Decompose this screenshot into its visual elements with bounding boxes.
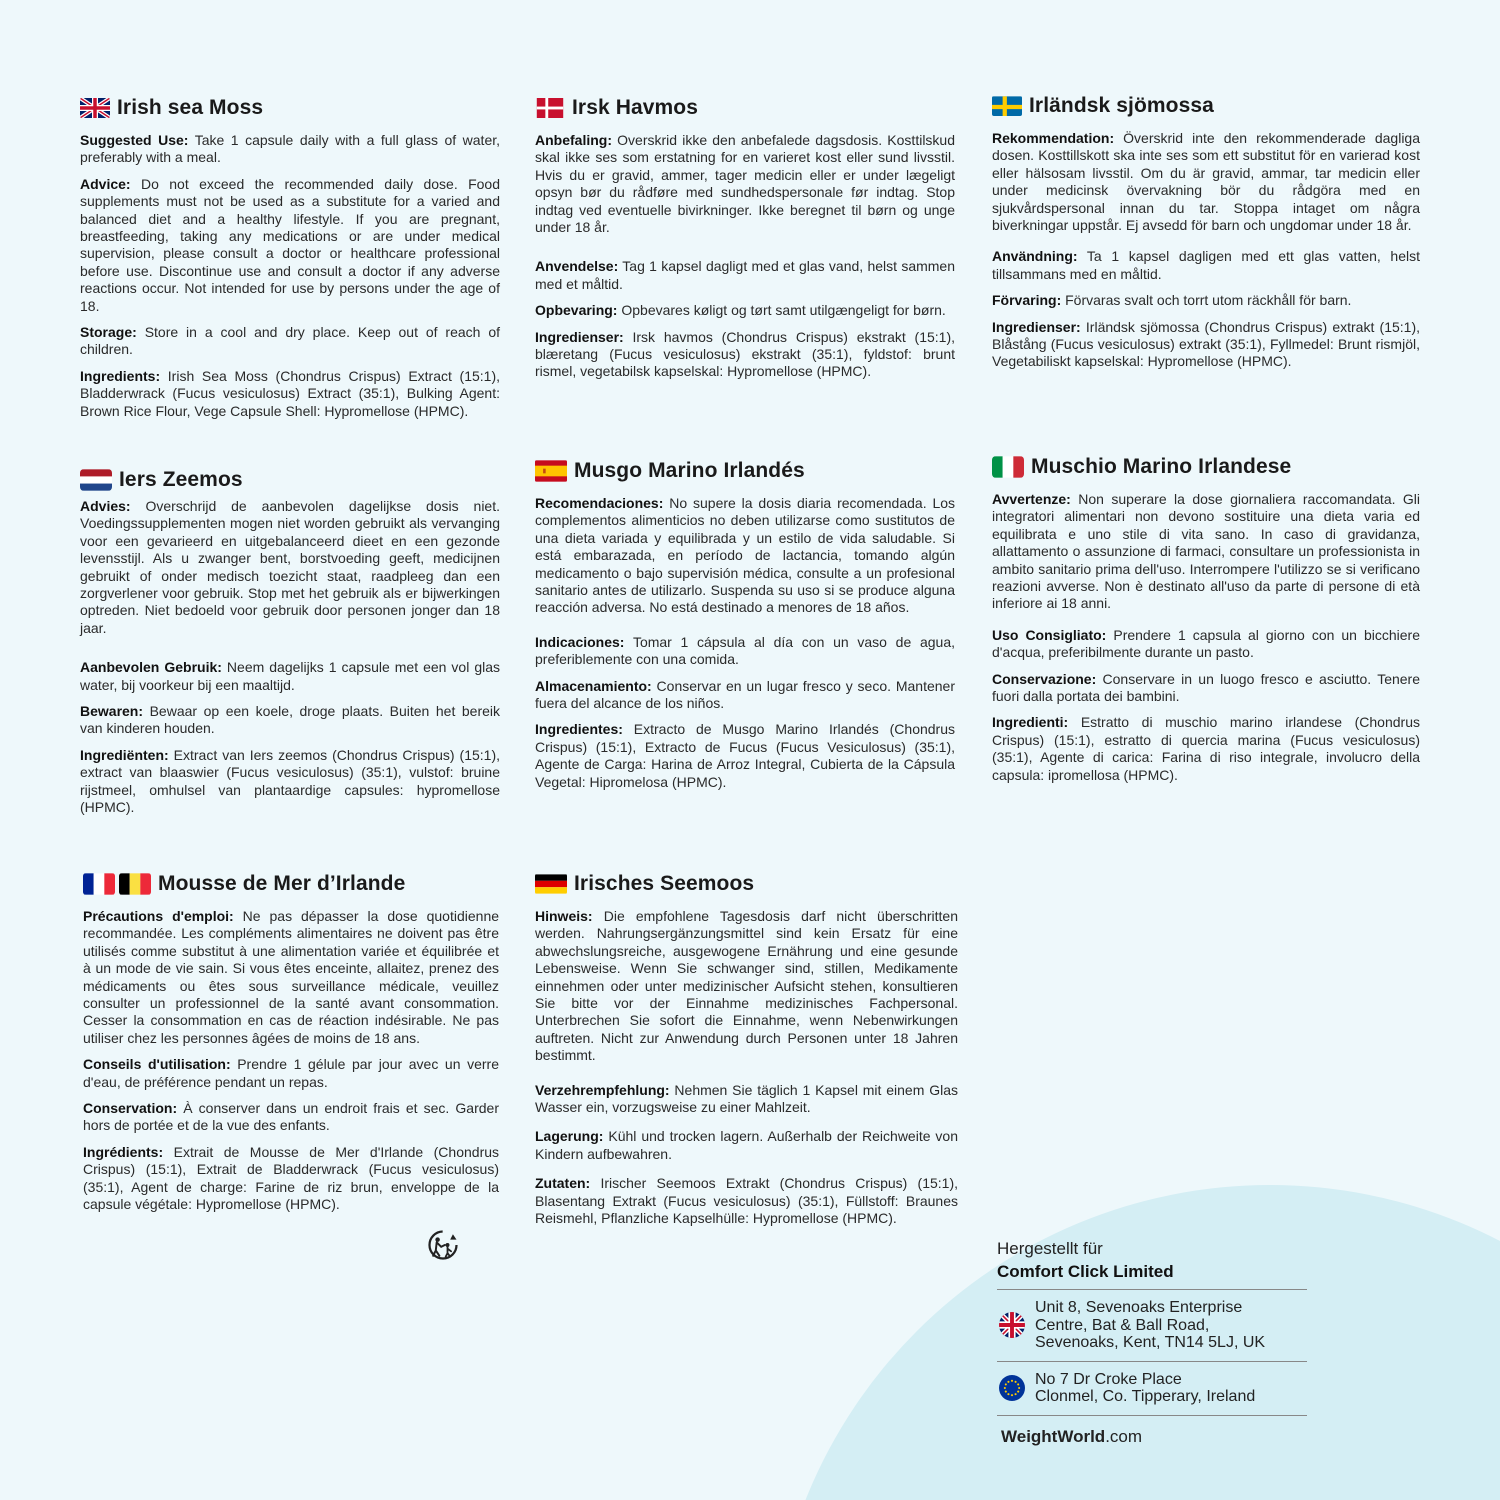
- ingredients-paragraph: Ingredientes: Extracto de Musgo Marino Irlandés (Chondrus Crispus) (15:1), Extracto de Fucus (Fucus Vesiculosus) (35:1), Agente de Carga: Harina de Arroz Integral, Cubierta de la Cápsula Vegetal: Hipromelosa (HPMC).: [535, 721, 956, 790]
- made-for-label: Hergestellt für: [997, 1239, 1103, 1258]
- ingredients-paragraph: Ingredienser: Irländsk sjömossa (Chondrus Crispus) extrakt (15:1), Blåstång (Fucus vesiculosus) extrakt (35:1), Fyllmedel: Brunt rismjöl, Vegetabiliskt kapselskal: Hypromellose (HPMC).: [992, 318, 1421, 370]
- advice-paragraph: Anbefaling: Overskrid ikke den anbefalede dagsdosis. Kosttilskud skal ikke ses som erstatning for en varieret kost eller sund livsstil. Hvis du er gravid, ammer, tager medicin eller er under lægeligt opsyn bør du rådføre med sundhedspersonale før indtag. Stop indtag ved eventuelle bivirkninger. Ikke beregnet til børn og unge under 18 år.: [535, 132, 955, 236]
- netherlands-flag-icon: [80, 469, 112, 491]
- section-english: [80, 96, 500, 429]
- ingredients-paragraph: Ingrediënten: Extract van Iers zeemos (Chondrus Crispus) (15:1), extract van blaaswier (Fucus vesiculosus) (35:1), vulstof: bruine rijstmeel, omhulsel van plantaardige capsules: hypromellose (HPMC).: [80, 746, 500, 816]
- company-name: Comfort Click Limited: [997, 1262, 1174, 1281]
- uk-flag-icon: [80, 98, 110, 118]
- ingredients-paragraph: Ingredienser: Irsk havmos (Chondrus Crispus) ekstrakt (15:1), blæretang (Fucus vesiculosus) ekstrakt (35:1), fyldstof: brunt rismel, vegetabilsk kapselskal: Hypromellose (HPMC).: [535, 328, 955, 380]
- section-dutch: [80, 468, 500, 826]
- use-paragraph: Användning: Ta 1 kapsel dagligen med ett glas vatten, helst tillsammans med en måltid.: [992, 248, 1420, 282]
- divider: [997, 1415, 1307, 1416]
- advice-paragraph: Recomendaciones: No supere la dosis diaria recomendada. Los complementos alimenticios no deben utilizarse como sustitutos de una dieta variada y equilibrada y un estilo de vida saludable. Si está embarazada, en período de lactancia, tomando algún medicamento o bajo supervisión médica, consulte a un profesional sanitario antes de utilizarlo. Suspenda su uso si se produce alguna reacción adversa. No está destinado a menores de 18 años.: [535, 495, 956, 616]
- advice-paragraph: Advice: Do not exceed the recommended daily dose. Food supplements must not be used as a substitute for a varied and balanced diet and a healthy lifestyle. If you are pregnant, breastfeeding, taking any medications or are under medical supervision, please consult a doctor or healthcare professional before use. Discontinue use and consult a doctor if any adverse reactions occur. Not intended for use by persons under the age of 18.: [80, 175, 501, 314]
- use-paragraph: Verzehrempfehlung: Nehmen Sie täglich 1 Kapsel mit einem Glas Wasser ein, vorzugsweise zu einer Mahlzeit.: [535, 1081, 958, 1116]
- section-german: [535, 872, 958, 1237]
- use-paragraph: Uso Consigliato: Prendere 1 capsula al giorno con un bicchiere d'acqua, preferibilmente durante un pasto.: [992, 626, 1420, 661]
- section-french: [83, 872, 499, 1223]
- section-title: Iers Zeemos: [80, 468, 500, 492]
- use-paragraph: Indicaciones: Tomar 1 cápsula al día con un vaso de agua, preferiblemente con una comida.: [535, 633, 955, 668]
- storage-paragraph: Lagerung: Kühl und trocken lagern. Außerhalb der Reichweite von Kindern aufbewahren.: [535, 1128, 958, 1162]
- section-danish: [535, 96, 955, 390]
- brand-website: WeightWorld.com: [1001, 1426, 1143, 1446]
- spain-flag-icon: [535, 460, 567, 482]
- france-flag-icon: [83, 873, 115, 895]
- section-italian: [992, 455, 1420, 793]
- advice-paragraph: Rekommendation: Överskrid inte den rekommenderade dagliga dosen. Kosttillskott ska inte ses som ett substitut för en varierad kost eller hälsosam livsstil. Om du är gravid, ammar, tar medicin eller under medicinsk övervakning bör du rådgöra med en sjukvårdspersonal innan du tar. Stoppa intaget om några biverkningar uppstår. Ej avsedd för barn och ungdomar under 18 år.: [992, 130, 1421, 234]
- storage-paragraph: Storage: Store in a cool and dry place. Keep out of reach of children.: [80, 324, 500, 358]
- use-paragraph: Conseils d'utilisation: Prendre 1 gélule par jour avec un verre d'eau, de préférence pendant un repas.: [83, 1056, 499, 1090]
- section-spanish: [535, 459, 955, 800]
- section-title: Musgo Marino Irlandés: [535, 459, 955, 483]
- belgium-flag-icon: [119, 873, 151, 895]
- eu-flag-icon: [999, 1375, 1025, 1401]
- ingredients-paragraph: Ingredients: Irish Sea Moss (Chondrus Crispus) Extract (15:1), Bladderwrack (Fucus vesiculosus) Extract (35:1), Bulking Agent: Brown Rice Flour, Vege Capsule Shell: Hypromellose (HPMC).: [80, 367, 501, 419]
- triman-recycle-icon: [425, 1227, 461, 1263]
- section-title: Irländsk sjömossa: [992, 94, 1420, 118]
- ingredients-paragraph: Ingredienti: Estratto di muschio marino irlandese (Chondrus Crispus) (15:1), estratto di quercia marina (Fucus vesiculosus) (35:1), Agente di carica: Farina di riso integrale, involucro della capsula: ipromellosa (HPMC).: [992, 714, 1420, 783]
- use-paragraph: Aanbevolen Gebruik: Neem dagelijks 1 capsule met een vol glas water, bij voorkeur bij een maaltijd.: [80, 659, 501, 693]
- germany-flag-icon: [535, 873, 567, 895]
- italy-flag-icon: [992, 456, 1024, 478]
- sweden-flag-icon: [992, 96, 1022, 116]
- storage-paragraph: Conservazione: Conservare in un luogo fresco e asciutto. Tenere fuori dalla portata dei bambini.: [992, 670, 1421, 705]
- storage-paragraph: Opbevaring: Opbevares køligt og tørt samt utilgængeligt for børn.: [535, 302, 946, 319]
- section-title: Muschio Marino Irlandese: [992, 455, 1420, 479]
- advice-paragraph: Hinweis: Die empfohlene Tagesdosis darf nicht überschritten werden. Nahrungsergänzungsmittel sind kein Ersatz für eine abwechslungsreiche, ausgewogene Ernährung und eine gesunde Lebensweise. Wenn Sie schwanger sind, stillen, Medikamente einnehmen oder unter medizinischer Aufsicht stehen, konsultieren Sie bitte vor der Einnahme medizinisches Fachpersonal. Unterbrechen Sie sofort die Einnahme, wenn Nebenwirkungen auftreten. Nicht zur Anwendung durch Personen unter 18 Jahren bestimmt.: [535, 908, 958, 1064]
- section-title: Irish sea Moss: [80, 96, 500, 120]
- storage-paragraph: Förvaring: Förvaras svalt och torrt utom räckhåll för barn.: [992, 292, 1352, 309]
- storage-paragraph: Bewaren: Bewaar op een koele, droge plaats. Buiten het bereik van kinderen houden.: [80, 703, 501, 737]
- ingredients-paragraph: Zutaten: Irischer Seemoos Extrakt (Chondrus Crispus) (15:1), Blasentang Extrakt (Fucus vesiculosus) (35:1), Füllstoff: Braunes Reismehl, Pflanzliche Kapselhülle: Hypromellose (HPMC).: [535, 1175, 959, 1227]
- section-title: Irsk Havmos: [535, 96, 955, 120]
- section-swedish: [992, 94, 1420, 380]
- use-paragraph: Suggested Use: Take 1 capsule daily with a full glass of water, preferably with a meal.: [80, 132, 501, 166]
- ingredients-paragraph: Ingrédients: Extrait de Mousse de Mer d'Irlande (Chondrus Crispus) (15:1), Extrait de Bladderwrack (Fucus vesiculosus) (35:1), Agent de charge: Farine de riz brun, enveloppe de la capsule végétale: Hypromellose (HPMC).: [83, 1143, 500, 1213]
- uk-address: Unit 8, Sevenoaks Enterprise Centre, Bat & Ball Road, Sevenoaks, Kent, TN14 5LJ, UK: [997, 1290, 1309, 1361]
- use-paragraph: Anvendelse: Tag 1 kapsel dagligt med et glas vand, helst sammen med et måltid.: [535, 258, 955, 292]
- uk-flag-icon: [999, 1312, 1025, 1338]
- advice-paragraph: Précautions d'emploi: Ne pas dépasser la dose quotidienne recommandée. Les compléments alimentaires ne doivent pas être utilisés comme substitut à une alimentation variée et équilibrée et à un mode de vie sain. Si vous êtes enceinte, allaitez, prenez des médicaments ou êtes sous surveillance médicale, veuillez consulter un professionnel de la santé avant consommation. Cesser la consommation en cas de réaction indésirable. Ne pas utiliser chez les personnes âgées de moins de 18 ans.: [83, 908, 500, 1046]
- advice-paragraph: Avvertenze: Non superare la dose giornaliera raccomandata. Gli integratori alimentari non devono sostituire una dieta varia ed equilibrata e uno stile di vita sano. In caso di gravidanza, allattamento o assunzione di farmaci, consultare un professionista in ambito sanitario prima dell'uso. Interrompere l'utilizzo se si verificano reazioni avverse. Non è destinato all'uso da parte di persone di età inferiore ai 18 anni.: [992, 491, 1421, 612]
- advice-paragraph: Advies: Overschrijd de aanbevolen dagelijkse dosis niet. Voedingssupplementen mogen niet worden gebruikt als vervanging voor een gevarieerd en uitgebalanceerd dieet en een gezonde levensstijl. Als u zwanger bent, borstvoeding geeft, medicijnen gebruikt of onder medisch toezicht staat, raadpleeg dan een zorgverlener voor gebruik. Stop met het gebruik als er bijwerkingen optreden. Niet bedoeld voor gebruik door personen jonger dan 18 jaar.: [80, 498, 500, 636]
- eu-address: No 7 Dr Croke Place Clonmel, Co. Tipperary, Ireland: [997, 1362, 1309, 1415]
- section-title: Mousse de Mer d’Irlande: [83, 872, 499, 896]
- storage-paragraph: Almacenamiento: Conservar en un lugar fresco y seco. Mantener fuera del alcance de los niños.: [535, 677, 956, 712]
- manufacturer-block: [997, 1238, 1309, 1447]
- storage-paragraph: Conservation: À conserver dans un endroit frais et sec. Garder hors de portée et de la vue des enfants.: [83, 1100, 499, 1134]
- section-title: Irisches Seemoos: [535, 872, 958, 896]
- denmark-flag-icon: [535, 98, 565, 118]
